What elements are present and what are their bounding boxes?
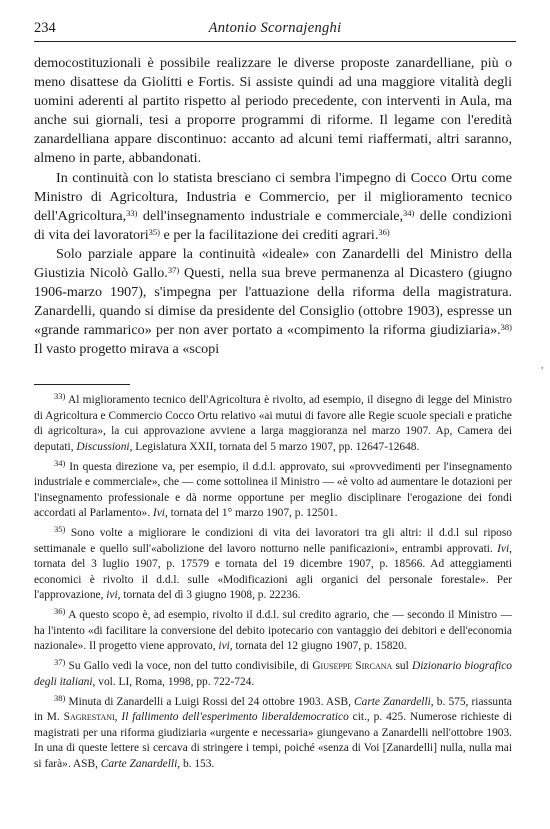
main-text [34, 54, 512, 360]
footnote-text: , tornata del dì 3 giugno 1908, p. 22236. [117, 589, 301, 602]
footnote-text: Su Gallo vedi la voce, non del tutto condivisibile, di [65, 660, 313, 673]
footnote-number: 38) [54, 692, 66, 703]
paragraph-text: dell'insegnamento industriale e commerciale, [137, 207, 404, 224]
paragraph-text: Il vasto progetto mirava a «scopi [34, 341, 220, 358]
paragraph-2 [34, 169, 512, 245]
footnote-33 [34, 393, 512, 455]
footnote-text: , tornata del 1° marzo 1907, p. 12501. [164, 507, 338, 520]
paragraph-text: Solo parziale appare la continuità «ideale» con Zanardelli del Ministro della Giustizia Nicolò Gallo. [34, 245, 512, 282]
footnote-number: 33) [54, 391, 66, 401]
footnote-italic: Il fallimento dell'esperimento liberaldemocratico [121, 711, 349, 724]
paragraph-text: In continuità con lo statista bresciano ci sembra l'impegno di Cocco Ortu come Ministro di Agricoltura, Industria e Commercio, per il miglioramento tecnico dell'Agricoltura, [34, 169, 512, 224]
footnote-text: , [114, 711, 122, 724]
footnote-italic: Discussioni [76, 440, 130, 453]
footnote-number: 36) [54, 606, 66, 617]
footnote-author: Sagrestani [63, 711, 115, 724]
footnote-text: Al miglioramento tecnico dell'Agricoltura è rivolto, ad esempio, il disegno di legge del Ministro di Agricoltura e Commercio Cocco Ortu relativo «ai mutui di favore alle Regie scuole speciali e pratiche di agricoltura», la cui approvazione avviene a larga maggioranza nel marzo 1907. Ap, Camera dei deputati, [34, 394, 512, 453]
running-title: Antonio Scornajenghi [208, 20, 342, 36]
footnote-number: 37) [54, 657, 66, 668]
footnote-ref-37: 37) [167, 265, 180, 276]
footnote-italic: Dizionario biografico degli italiani [34, 660, 512, 688]
footnote-text: A questo scopo è, ad esempio, rivolto il d.d.l. sul credito agrario, che — secondo il Ministro — ha l'intento «di facilitare la conversione del debito ipotecario con vantaggio dei debitori e dell'economia nazionale». Il progetto viene approvato, [34, 609, 512, 653]
footnote-text: , tornata del 12 giugno 1907, p. 15820. [229, 640, 407, 653]
footnote-ref-34: 34) [403, 207, 415, 218]
footnote-text: Sono volte a migliorare le condizioni di vita dei lavoratori tra gli altri: il d.d.l sul riposo settimanale e quello sull'«abolizione del lavoro notturno nelle panificazioni», entrambi approvati. [34, 527, 512, 555]
footnote-text: , vol. LI, Roma, 1998, pp. 722-724. [92, 675, 255, 688]
footnote-separator [34, 384, 130, 385]
footnote-italic: Carte Zanardelli [354, 695, 431, 708]
footnote-text: , Legislatura XXII, tornata del 5 marzo 1907, pp. 12647-12648. [129, 440, 420, 453]
footnote-number: 35) [54, 524, 66, 535]
footnote-ref-33: 33) [126, 207, 138, 218]
footnote-italic: Ivi [497, 542, 510, 555]
footnote-text: , b. 575, riassunta in M. [34, 695, 512, 724]
footnote-number: 34) [54, 457, 66, 468]
footnote-ref-38: 38) [500, 322, 512, 333]
paragraph-1: democostituzionali è possibile realizzare le diverse proposte zanardelliane, più o meno disattese da Giolitti e Fortis. Si assiste quindi ad una maggiore vitalità degli uomini aderenti al partito rispetto al periodo precedente, con interventi in Aula, ma anche sui giornali, tesi a proporre programmi di riforme. Il legame con l'eredità zanardelliana appare discontinuo: accanto ad alcuni temi riaffermati, altri saranno, almeno in parte, abbandonati. [34, 55, 512, 167]
footnote-author: Giuseppe Sircana [312, 660, 393, 673]
footnote-italic: ivi [218, 640, 230, 653]
footnotes [34, 393, 512, 777]
footnote-ref-35: 35) [148, 226, 161, 237]
header-rule [34, 41, 516, 42]
footnote-38 [34, 692, 512, 773]
footnote-italic: Carte Zanardelli [100, 757, 178, 770]
paragraph-text: e per la facilitazione dei crediti agrari. [160, 226, 379, 243]
footnote-text: cit., p. 425. Numerose richieste di magistrati per una riforma giudiziaria «urgente e necessaria» giungevano a Zanardelli nell'ottobre 1903. In una di queste lettere si cercava di stringere i tempi, poiché «senza di Voi [Zanardelli] nulla, nulla mai si farà». ASB, [34, 711, 512, 770]
footnote-34 [34, 457, 512, 522]
page-number: 234 [34, 20, 56, 36]
running-header [34, 20, 516, 40]
paragraph-text: delle condizioni di vita dei lavoratori [34, 207, 512, 243]
footnote-text: , b. 153. [177, 757, 215, 770]
footnote-italic: ivi [106, 589, 118, 602]
footnote-36 [34, 608, 512, 655]
margin-mark: , [541, 360, 544, 371]
footnote-35 [34, 526, 512, 604]
paragraph-3 [34, 245, 512, 360]
footnote-ref-36: 36) [378, 226, 390, 237]
footnote-37 [34, 659, 512, 690]
footnote-text: Minuta di Zanardelli a Luigi Rossi del 24 ottobre 1903. ASB, [65, 695, 355, 708]
paragraph-text: Questi, nella sua breve permanenza al Dicastero (giugno 1906-marzo 1907), s'impegna per l'attuazione della riforma della magistratura. Zanardelli, quando si dimise da presidente del Consiglio (ottobre 1903), espresse un «grande rammarico» per non aver portato a «compimento la riforma giudiziaria». [34, 265, 513, 339]
footnote-text: , tornata del 3 luglio 1907, p. 17579 e tornata del 19 dicembre 1907, p. 18566. Ad atteggiamenti economici è rivolto il d.d.l. sulle «Modificazioni agli organici del personale forestale». Per l'approvazione, [34, 542, 512, 602]
footnote-text: sul [392, 660, 412, 673]
footnote-italic: Ivi [152, 507, 165, 520]
footnote-text: In questa direzione va, per esempio, il d.d.l. approvato, sui «provvedimenti per l'insegnamento industriale e commerciale», che — come sottolinea il Ministro — «è volto ad aumentare le dotazioni per l'insegnamento professionale e dà norme opportune per meglio disciplinare l'erogazione dei fondi accordati al Parlamento». [34, 460, 512, 520]
